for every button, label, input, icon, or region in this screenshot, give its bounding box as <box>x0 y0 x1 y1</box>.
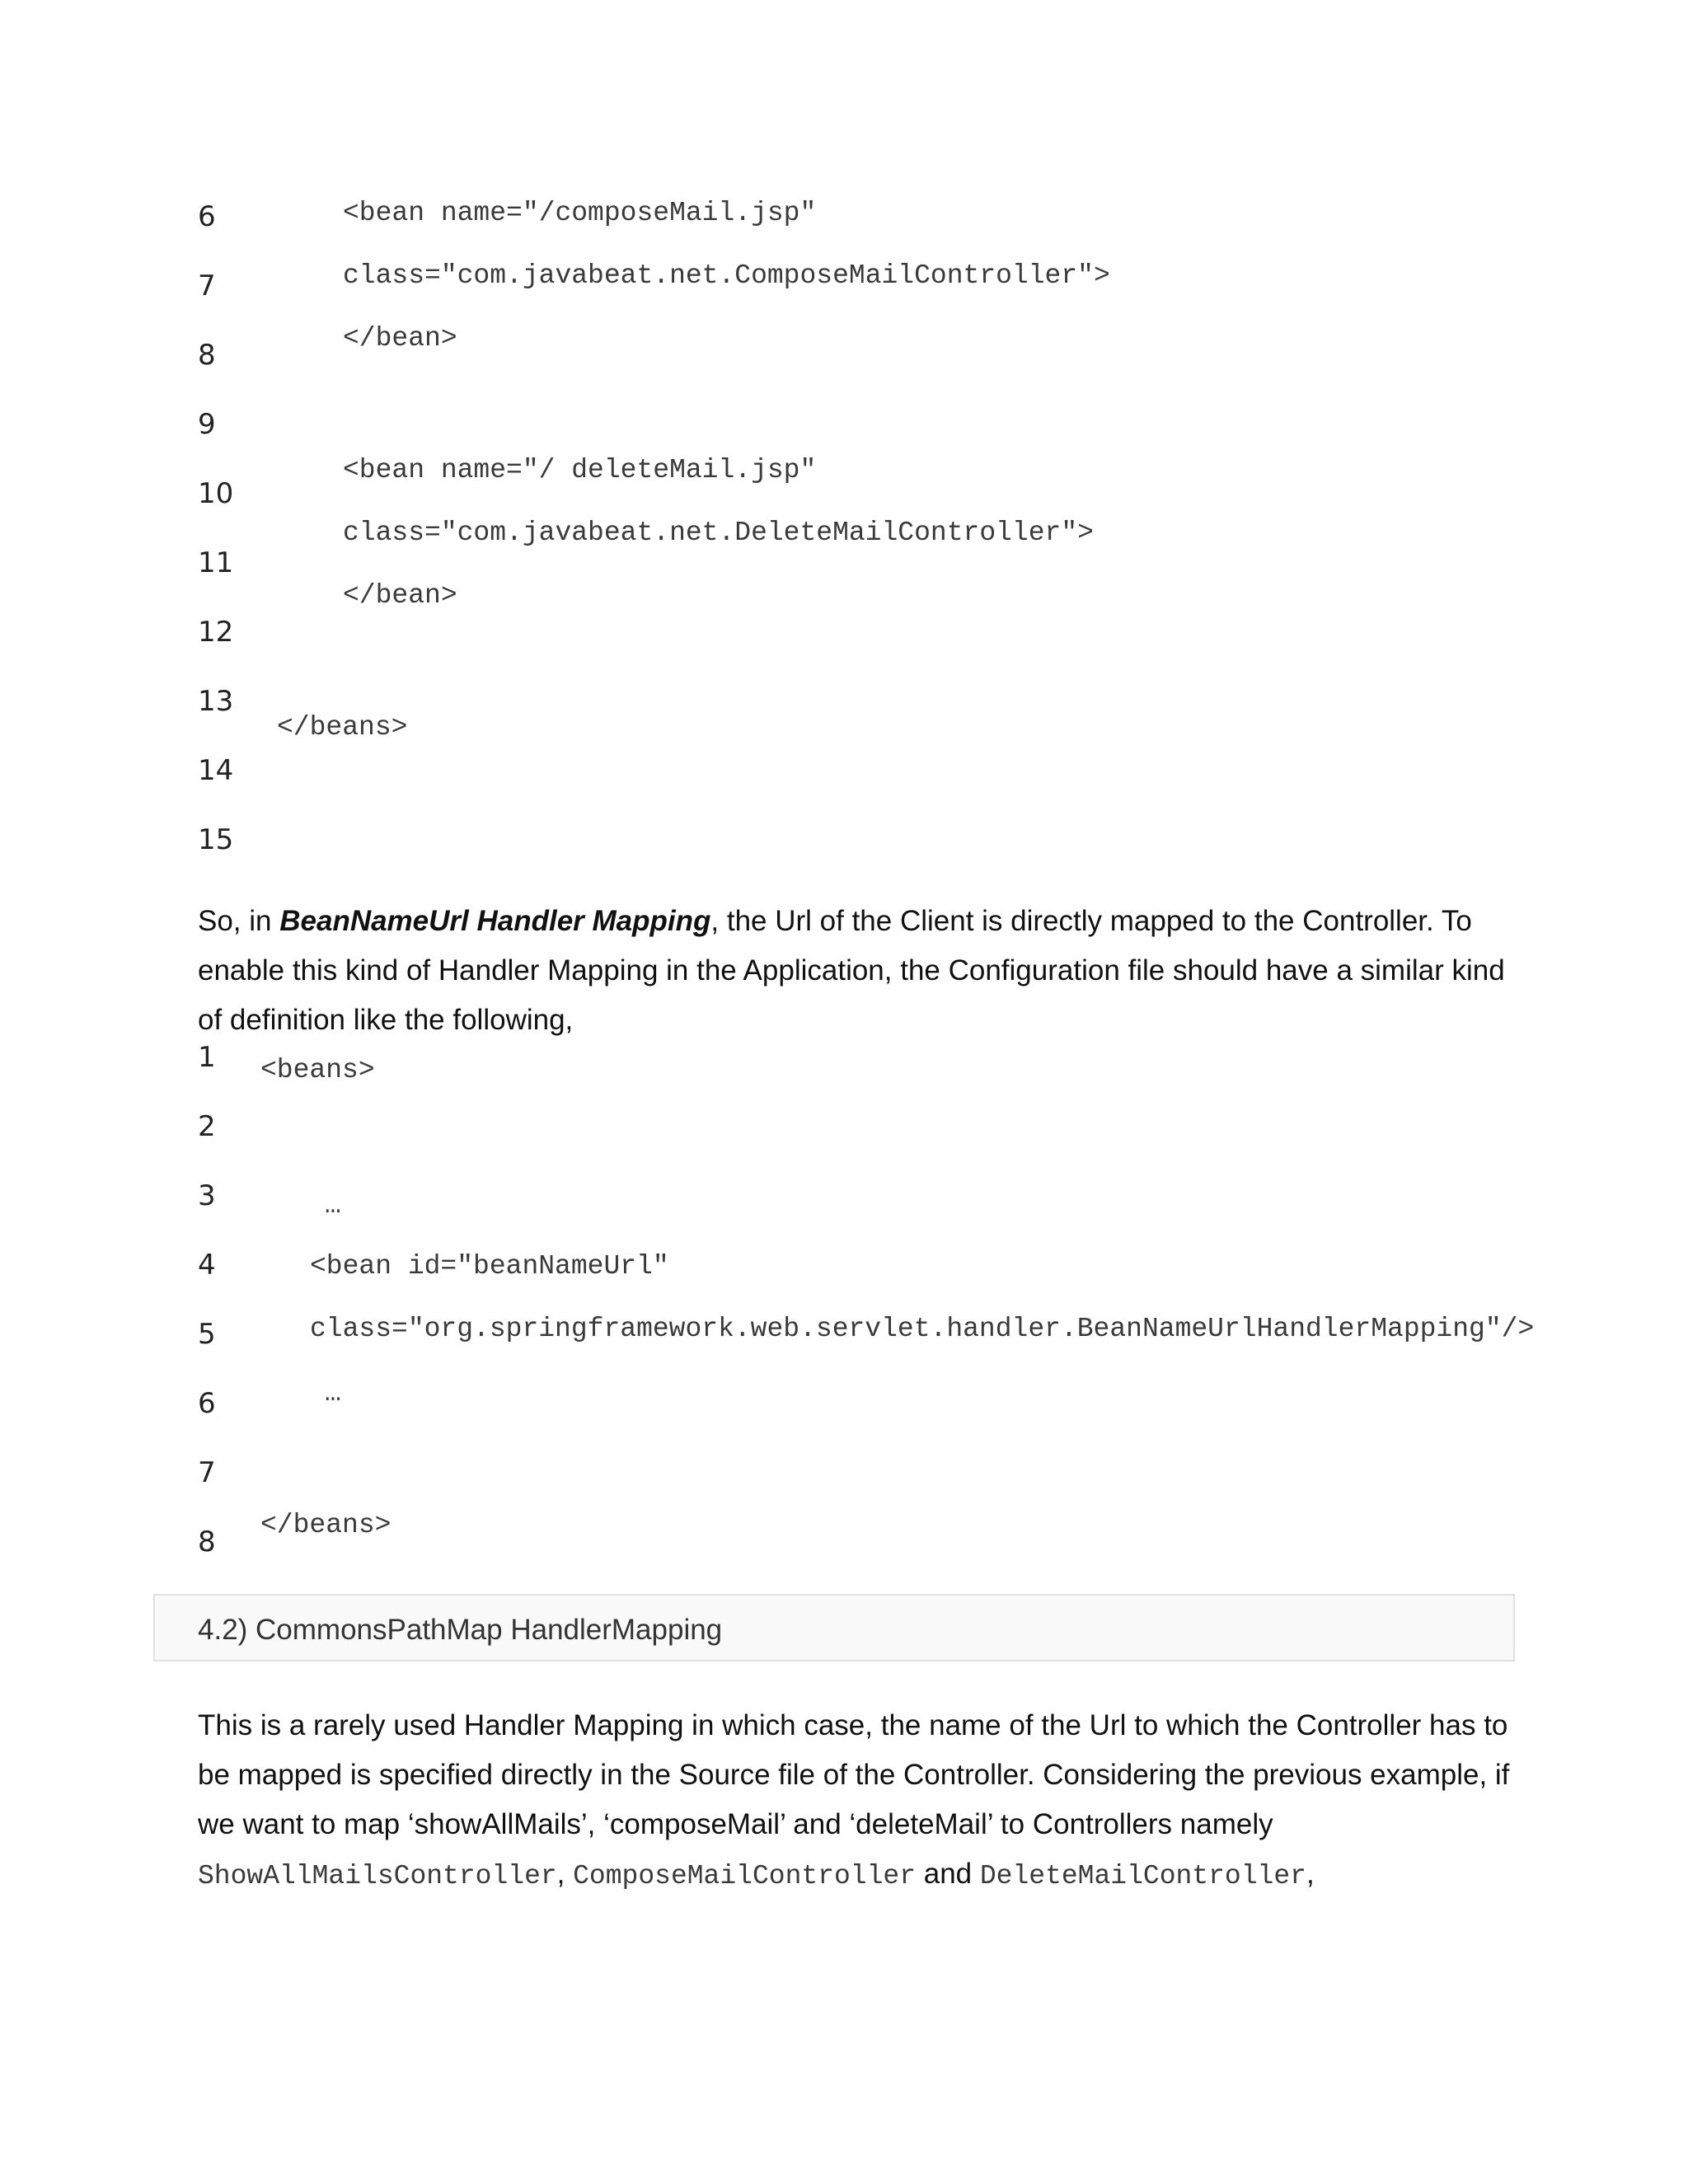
section-heading: 4.2) CommonsPathMap HandlerMapping <box>198 1614 723 1646</box>
code-line: class="com.javabeat.net.DeleteMailController"> <box>343 518 1094 548</box>
code-line: … <box>325 1190 341 1221</box>
paragraph-text: , <box>556 1858 574 1890</box>
line-number: 8 <box>198 1526 216 1558</box>
line-number: 14 <box>198 754 234 787</box>
line-number: 12 <box>198 616 234 649</box>
paragraph-text: This is a rarely used Handler Mapping in which case, the name of the Url to which the Controller has to be mapped is specified directly in the Source file of the Controller. Considering the previous example, if we want to map ‘showAllMails’, ‘composeMail’ and ‘deleteMail’ to Controllers namely <box>198 1709 1510 1840</box>
line-number: 6 <box>198 200 216 233</box>
code-line: <beans> <box>260 1055 375 1085</box>
inline-code: ShowAllMailsController <box>198 1861 557 1891</box>
code-line: class="org.springframework.web.servlet.handler.BeanNameUrlHandlerMapping"/> <box>310 1314 1535 1344</box>
code-line: class="com.javabeat.net.ComposeMailController"> <box>343 260 1110 291</box>
paragraph-text: So, in <box>198 905 280 937</box>
line-number: 5 <box>198 1318 216 1351</box>
paragraph-text: , the Url of the Client is directly mapped to the Controller. To enable this kind of Handler Mapping in the Application, the Configuration file should have a similar kind of definition like the following, <box>198 905 1505 1036</box>
inline-code: DeleteMailController <box>979 1861 1306 1891</box>
paragraph-text: and <box>916 1858 980 1890</box>
line-number: 6 <box>198 1387 216 1420</box>
body-paragraph <box>198 1701 1533 1901</box>
code-line: </bean> <box>343 323 457 354</box>
line-number: 3 <box>198 1179 216 1212</box>
code-line: </beans> <box>277 712 408 743</box>
line-number: 15 <box>198 823 234 856</box>
line-number: 13 <box>198 685 234 718</box>
body-paragraph <box>198 897 1517 1045</box>
line-number: 4 <box>198 1249 216 1282</box>
code-line: <bean id="beanNameUrl" <box>310 1251 669 1282</box>
inline-code: ComposeMailController <box>573 1861 916 1891</box>
line-number: 2 <box>198 1110 216 1143</box>
code-line: </beans> <box>260 1510 392 1540</box>
emphasis-term: BeanNameUrl Handler Mapping <box>279 905 711 937</box>
line-number: 7 <box>198 1456 216 1489</box>
code-line: <bean name="/composeMail.jsp" <box>343 198 817 228</box>
line-number: 7 <box>198 269 216 302</box>
line-number: 10 <box>198 477 234 510</box>
line-number: 11 <box>198 546 234 579</box>
code-line: <bean name="/ deleteMail.jsp" <box>343 455 817 485</box>
line-number: 1 <box>198 1041 216 1074</box>
paragraph-text: , <box>1306 1858 1315 1890</box>
line-number: 9 <box>198 408 216 441</box>
code-line: … <box>325 1378 341 1408</box>
code-line: </bean> <box>343 580 457 611</box>
line-number: 8 <box>198 339 216 372</box>
section-heading-box <box>153 1594 1515 1661</box>
